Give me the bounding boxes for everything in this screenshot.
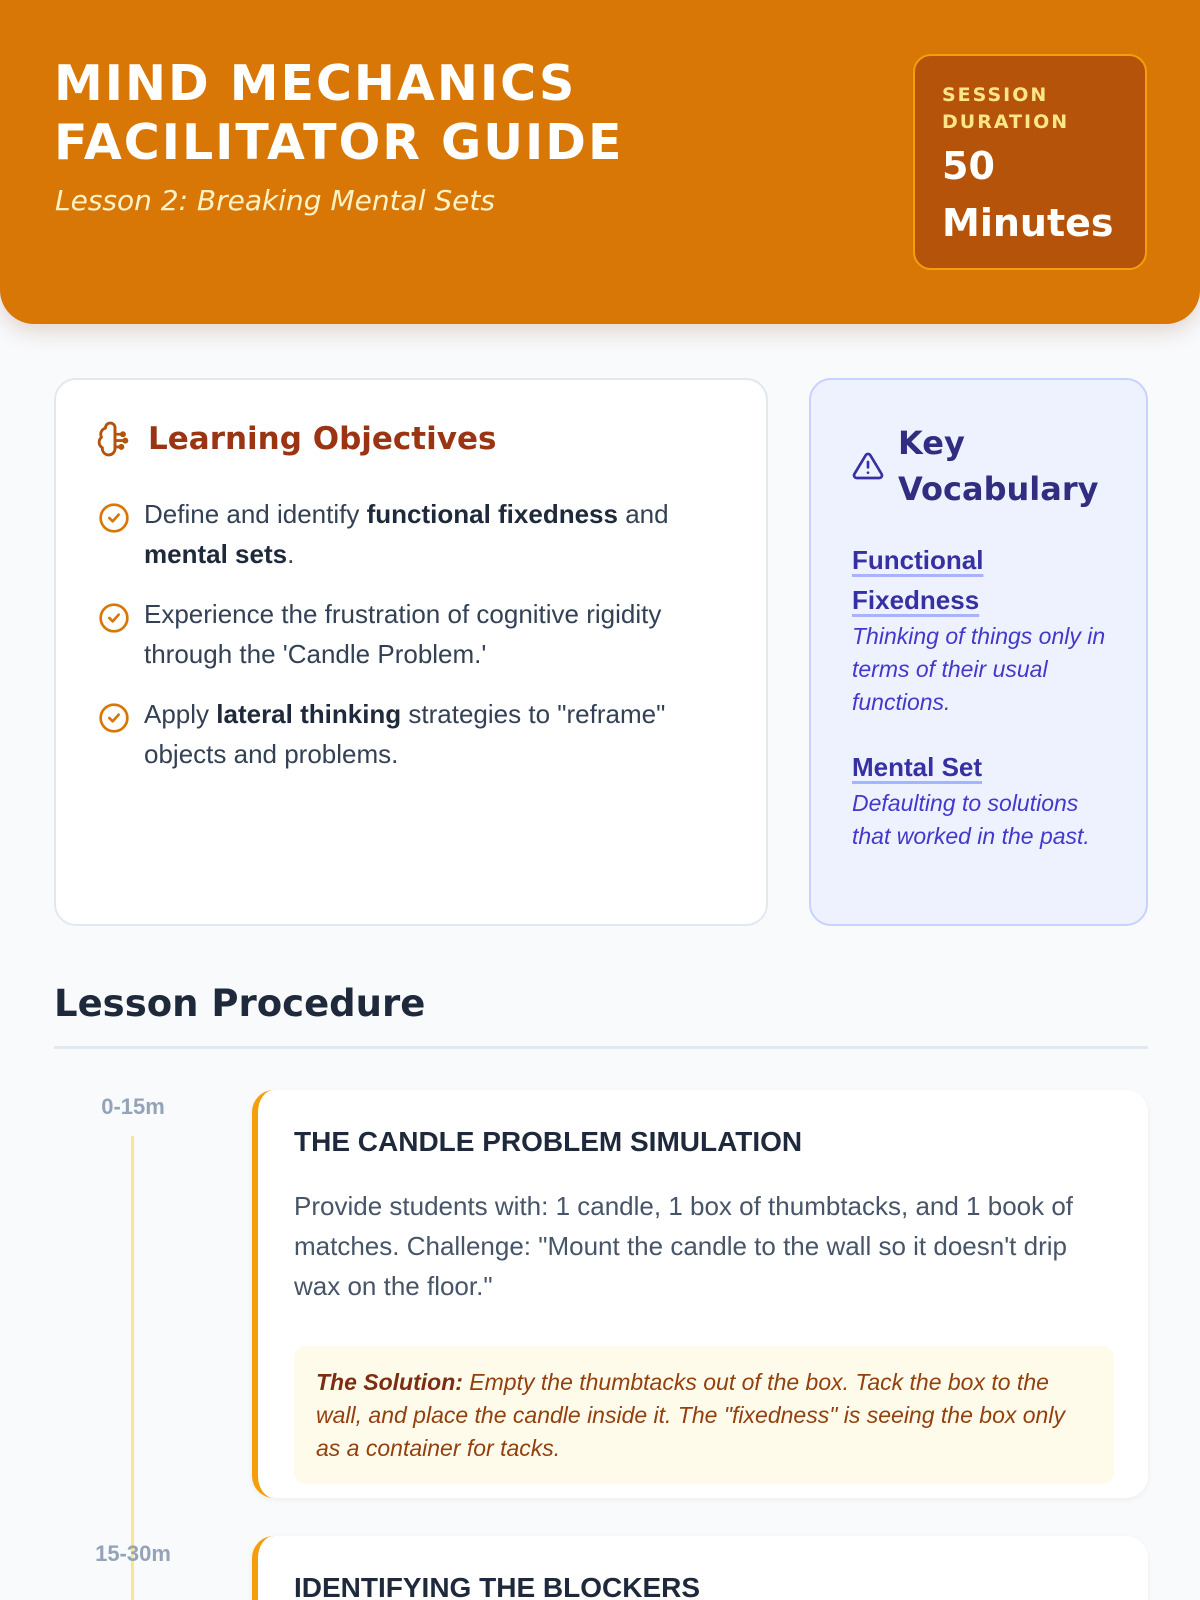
vocabulary-list — [852, 540, 1122, 881]
objective-item — [98, 594, 738, 674]
check-circle-icon — [98, 502, 130, 534]
session-duration-badge — [913, 54, 1147, 270]
vocabulary-heading — [852, 420, 1118, 512]
vocab-definition: Defaulting to solutions that worked in the past. — [852, 790, 1090, 849]
warning-triangle-icon — [852, 450, 884, 482]
page-title: MIND MECHANICS FACILITATOR GUIDE — [54, 55, 624, 171]
objective-text: Define and identify functional fixedness and mental sets. — [144, 499, 669, 569]
procedure-heading: Lesson Procedure — [54, 982, 426, 1025]
step-title: THE CANDLE PROBLEM SIMULATION — [294, 1126, 803, 1157]
timeline-line — [131, 1136, 134, 1600]
key-vocabulary-card — [809, 378, 1148, 926]
objectives-heading-text: Learning Objectives — [148, 421, 497, 457]
brain-icon — [96, 420, 134, 458]
procedure-step-card — [252, 1090, 1148, 1498]
step-title: IDENTIFYING THE BLOCKERS — [294, 1572, 701, 1600]
vocab-term[interactable]: Mental Set — [852, 752, 983, 782]
objectives-list — [98, 494, 738, 794]
vocab-term[interactable]: Functional Fixedness — [852, 545, 984, 615]
header-banner — [0, 0, 1200, 324]
lesson-subtitle: Lesson 2: Breaking Mental Sets — [55, 184, 495, 217]
step-time-label: 15-30m — [95, 1541, 171, 1566]
vocab-definition: Thinking of things only in terms of their usual functions. — [852, 623, 1106, 715]
solution-callout — [294, 1346, 1114, 1484]
check-circle-icon — [98, 702, 130, 734]
check-circle-icon — [98, 602, 130, 634]
step-description: Provide students with: 1 candle, 1 box of thumbtacks, and 1 book of matches. Challenge: "Mount the candle to the wall so it doesn't drip wax on the floor." — [294, 1191, 1074, 1301]
duration-value: 50 Minutes — [942, 144, 1114, 245]
learning-objectives-card — [54, 378, 768, 926]
objective-item — [98, 694, 738, 774]
step-time-label: 0-15m — [101, 1094, 165, 1119]
timeline-line — [131, 1580, 134, 1600]
objectives-heading — [96, 420, 496, 458]
duration-label: SESSION DURATION — [942, 84, 1070, 133]
solution-text: Empty the thumbtacks out of the box. Tack the box to the wall, and place the candle inside it. The "fixedness" is seeing the box only as a container for tacks. — [316, 1369, 1065, 1461]
vocabulary-heading-text: Key Vocabulary — [898, 424, 1099, 508]
objective-text: Apply lateral thinking strategies to "reframe" objects and problems. — [144, 699, 666, 769]
divider — [54, 1046, 1148, 1049]
procedure-step-card — [252, 1536, 1148, 1600]
objective-item — [98, 494, 738, 574]
objective-text: Experience the frustration of cognitive rigidity through the 'Candle Problem.' — [144, 599, 662, 669]
solution-label: The Solution: — [316, 1369, 463, 1395]
